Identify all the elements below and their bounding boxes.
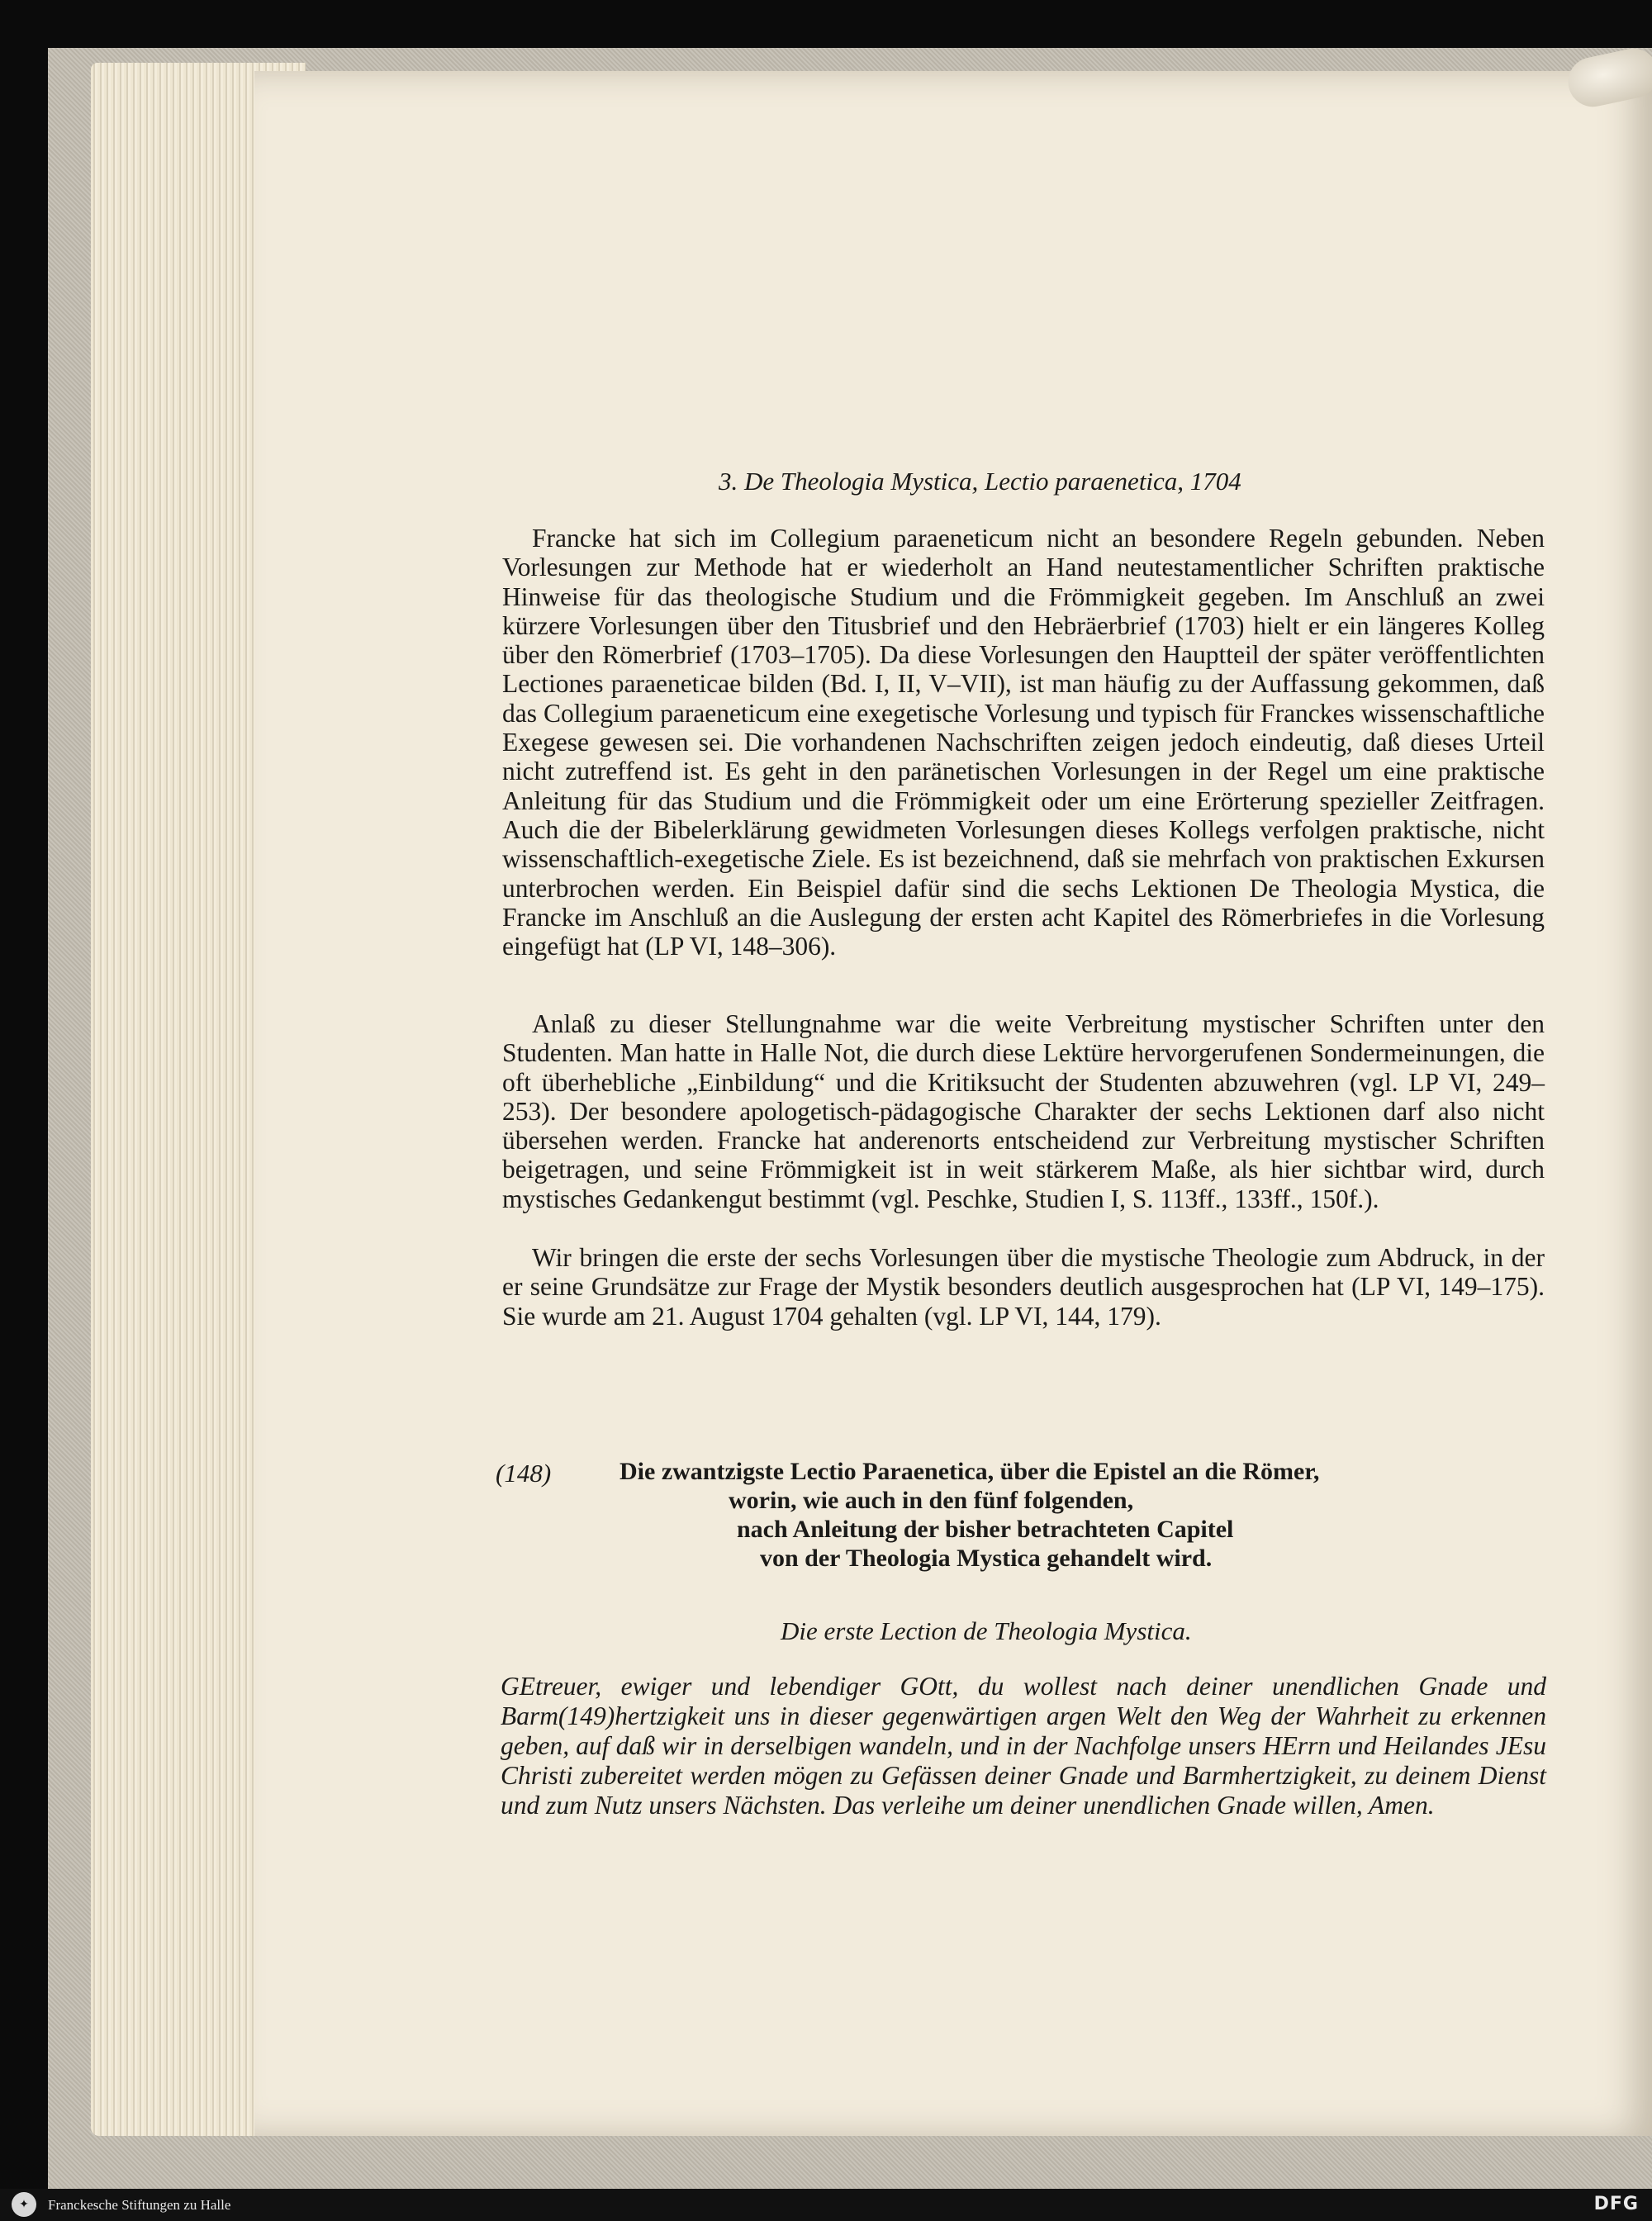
- heading-line: nach Anleitung der bisher betrachteten Capitel: [737, 1516, 1234, 1543]
- intro-paragraph-2: Anlaß zu dieser Stellungnahme war die weite Verbreitung mystischer Schriften unter den Studenten. Man hatte in Halle Not, die durch diese Lektüre hervorgerufenen Sondermeinungen, die oft überhebliche „Einbildung“ und die Kritiksucht der Studenten abzuwehren (vgl. LP VI, 249–253). Der besondere apologetisch-pädagogische Charakter der sechs Lektionen darf also nicht übersehen werden. Francke hat anderenorts entscheidend zur Verbreitung mystischer Schriften beigetragen, und seine Frömmigkeit ist in weit stärkerem Maße, als hier sichtbar wird, durch mystisches Gedankengut bestimmt (vgl. Peschke, Studien I, S. 113ff., 133ff., 150f.).: [502, 1009, 1545, 1213]
- heading-line: von der Theologia Mystica gehandelt wird.: [760, 1545, 1213, 1572]
- intro-paragraph-1: Francke hat sich im Collegium paraeneticum nicht an besondere Regeln gebunden. Neben Vorlesungen zur Methode hat er wiederholt an Hand neutestamentlicher Schriften praktische Hinweise für das theologische Studium und die Frömmigkeit gegeben. Im Anschluß an zwei kürzere Vorlesungen über den Titusbrief und den Hebräerbrief (1703) hielt er ein längeres Kolleg über den Römerbrief (1703–1705). Da diese Vorlesungen den Hauptteil der später veröffentlichten Lectiones paraeneticae bilden (Bd. I, II, V–VII), ist man häufig zu der Auffassung gekommen, daß das Collegium paraeneticum eine exegetische Vorlesung und typisch für Franckes wissenschaftliche Exegese gewesen sei. Die vorhandenen Nachschriften zeigen jedoch eindeutig, daß dieses Urteil nicht zutreffend ist. Es geht in den paränetischen Vorlesungen in der Regel um eine praktische Anleitung für das Studium und die Frömmigkeit oder um eine Erörterung spezieller Zeitfragen. Auch die der Bibelerklärung gewidmeten Vorlesungen dieses Kollegs verfolgen praktische, nicht wissenschaftlich-exegetische Ziele. Es ist bezeichnend, daß sie mehrfach von praktischen Exkursen unterbrochen werden. Ein Beispiel dafür sind die sechs Lektionen De Theologia Mystica, die Francke im Anschluß an die Auslegung der ersten acht Kapitel des Römerbriefes in die Vorlesung eingefügt hat (LP VI, 148–306).: [502, 524, 1545, 961]
- lectio-heading: [595, 1457, 1503, 1573]
- heading-line: Die zwantzigste Lectio Paraenetica, über die Epistel an die Römer,: [620, 1458, 1320, 1485]
- viewer-footer: [0, 2189, 1652, 2221]
- institution-label: Franckesche Stiftungen zu Halle: [48, 2197, 231, 2213]
- opening-prayer: GEtreuer, ewiger und lebendiger GOtt, du wollest nach deiner unendlichen Gnade und Barm(149)hertzigkeit uns in dieser gegenwärtigen argen Welt den Weg der Wahrheit zu erkennen geben, auf daß wir in derselbigen wandeln, und in der Nachfolge unsers HErrn und Heilandes JEsu Christi zubereitet werden mögen zu Gefässen deiner Gnade und Barmhertzigkeit, zu deinem Dienst und zum Nutz unsers Nächsten. Das verleihe um deiner unendlichen Gnade willen, Amen.: [501, 1672, 1546, 1820]
- lectio-subheading: Die erste Lection de Theologia Mystica.: [781, 1616, 1192, 1645]
- heading-line: worin, wie auch in den fünf folgenden,: [729, 1487, 1134, 1514]
- page-reference-number: (148): [496, 1459, 552, 1488]
- dfg-logo: DFG: [1593, 2194, 1639, 2214]
- francke-seal-icon: ✦: [12, 2192, 36, 2217]
- intro-paragraph-3: Wir bringen die erste der sechs Vorlesungen über die mystische Theologie zum Abdruck, in der er seine Grundsätze zur Frage der Mystik besonders deutlich ausgesprochen hat (LP VI, 149–175). Sie wurde am 21. August 1704 gehalten (vgl. LP VI, 144, 179).: [502, 1243, 1545, 1331]
- section-title: 3. De Theologia Mystica, Lectio paraenetica, 1704: [719, 467, 1241, 496]
